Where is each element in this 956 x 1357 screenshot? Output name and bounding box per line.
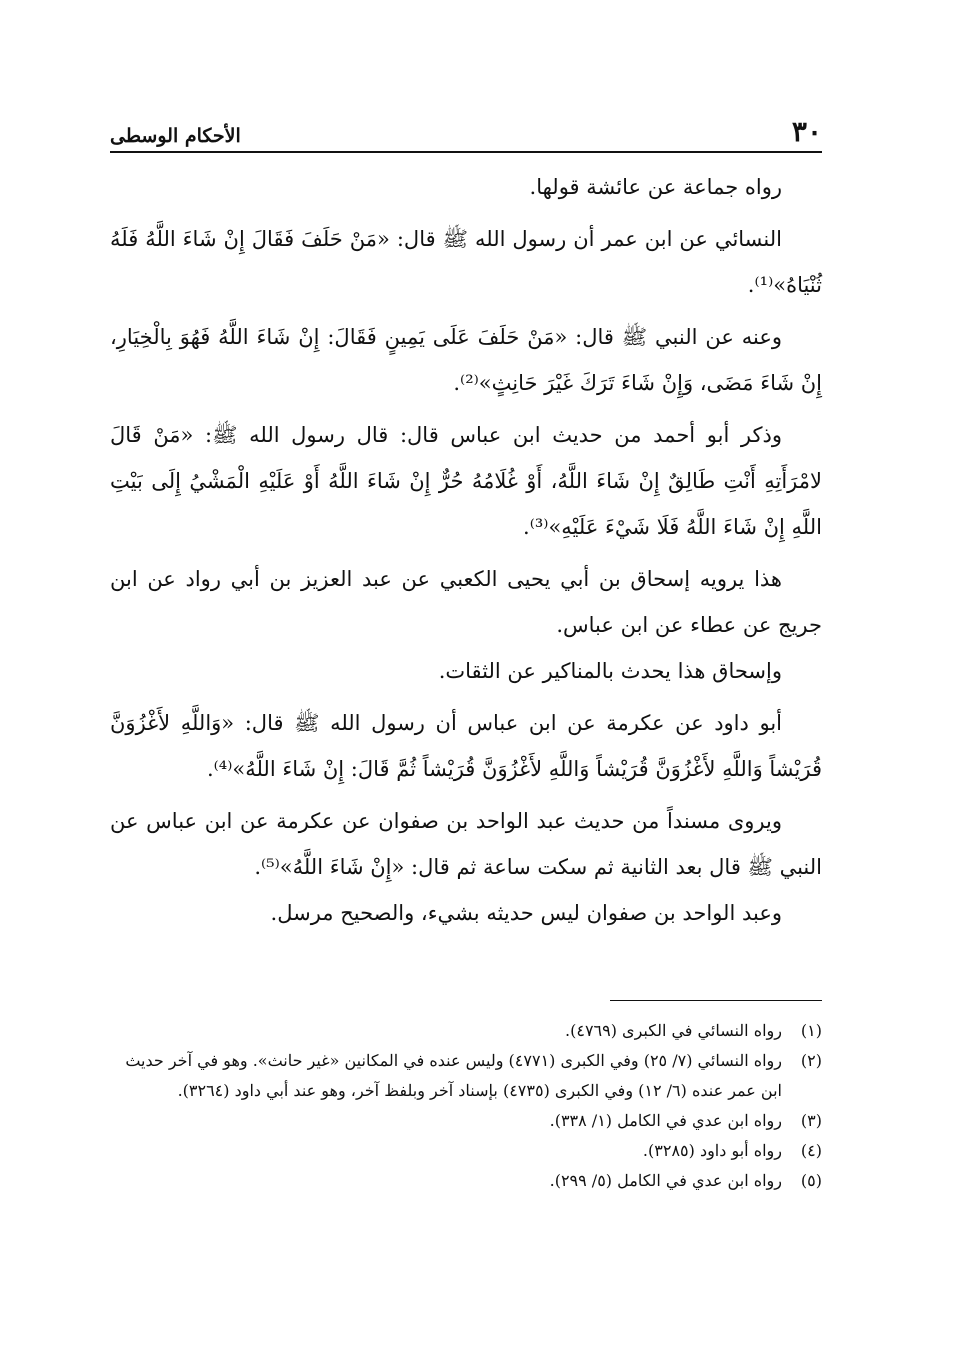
footnote-number: (٤): [800, 1141, 822, 1160]
footnote: [110, 1106, 822, 1136]
book-title: الأحكام الوسطى: [110, 125, 241, 147]
header-divider: [110, 151, 822, 153]
footnote-text: رواه أبو داود (٣٢٨٥).: [642, 1141, 782, 1160]
main-text: [110, 164, 822, 942]
footnote: [110, 1046, 822, 1106]
footnote-text: رواه ابن عدي في الكامل (١/ ٣٣٨).: [549, 1111, 782, 1130]
footnotes: [110, 1016, 822, 1196]
footnote-divider: [610, 1000, 822, 1001]
footnote-text: رواه ابن عدي في الكامل (٥/ ٢٩٩).: [549, 1171, 782, 1190]
paragraph-3: وعنه عن النبي ﷺ قال: «مَنْ حَلَفَ عَلَى يَمِينٍ فَقَالَ: إِنْ شَاءَ اللَّهُ فَهُوَ بِالْخِيَارِ، إِنْ شَاءَ مَضَى، وَإِنْ شَاءَ تَرَكَ غَيْرَ حَانِثٍ»⁽²⁾.: [110, 325, 822, 395]
footnote: [110, 1016, 822, 1046]
footnote-number: (١): [800, 1021, 822, 1040]
page-number: ٣٠: [791, 115, 822, 148]
footnote-number: (٣): [800, 1111, 822, 1130]
paragraph-9: وعبد الواحد بن صفوان ليس حديثه بشيء، والصحيح مرسل.: [270, 901, 782, 925]
footnote-text: رواه النسائي (٧/ ٢٥) وفي الكبرى (٤٧٧١) وليس عنده في المكانين «غير حانث». وهو في آخر حديث ابن عمر عنده (٦/ ١٢) وفي الكبرى (٤٧٣٥) بإسناد آخر وبلفظ آخر، وهو عند أبي داود (٣٢٦٤).: [125, 1051, 782, 1100]
paragraph-4: وذكر أبو أحمد من حديث ابن عباس قال: قال رسول الله ﷺ: «مَنْ قَالَ لامْرَأَتِهِ أَنْتِ طَالِقٌ إِنْ شَاءَ اللَّهُ، أَوْ غُلَامُهُ حُرٌّ إِنْ شَاءَ اللَّهُ أَوْ عَلَيْهِ الْمَشْيُ إِلَى بَيْتِ اللَّهِ إِنْ شَاءَ اللَّهُ فَلَا شَيْءَ عَلَيْهِ»⁽³⁾.: [110, 423, 822, 539]
footnote: [110, 1136, 822, 1166]
paragraph-6: وإسحاق هذا يحدث بالمناكير عن الثقات.: [438, 659, 782, 683]
footnote-number: (٢): [800, 1051, 822, 1070]
footnote-number: (٥): [800, 1171, 822, 1190]
paragraph-8: ويروى مسنداً من حديث عبد الواحد بن صفوان عن عكرمة عن ابن عباس عن النبي ﷺ قال بعد الثانية ثم سكت ساعة ثم قال: «إِنْ شَاءَ اللَّهُ»⁽⁵⁾.: [110, 809, 822, 879]
footnote-text: رواه النسائي في الكبرى (٤٧٦٩).: [565, 1021, 782, 1040]
paragraph-2: النسائي عن ابن عمر أن رسول الله ﷺ قال: «مَنْ حَلَفَ فَقَالَ إِنْ شَاءَ اللَّهُ فَلَهُ ثُنْيَاهُ»⁽¹⁾.: [110, 227, 822, 297]
paragraph-1: رواه جماعة عن عائشة قولها.: [529, 175, 782, 199]
paragraph-5: هذا يرويه إسحاق بن أبي يحيى الكعبي عن عبد العزيز بن أبي رواد عن ابن جريج عن عطاء عن ابن عباس.: [110, 567, 822, 637]
footnote: [110, 1166, 822, 1196]
paragraph-7: أبو داود عن عكرمة عن ابن عباس أن رسول الله ﷺ قال: «وَاللَّهِ لأَغْزُوَنَّ قُرَيْشاً وَاللَّهِ لأَغْزُوَنَّ قُرَيْشاً وَاللَّهِ لأَغْزُوَنَّ قُرَيْشاً ثُمَّ قَالَ: إِنْ شَاءَ اللَّهُ»⁽⁴⁾.: [110, 711, 822, 781]
page-header: [110, 104, 822, 146]
